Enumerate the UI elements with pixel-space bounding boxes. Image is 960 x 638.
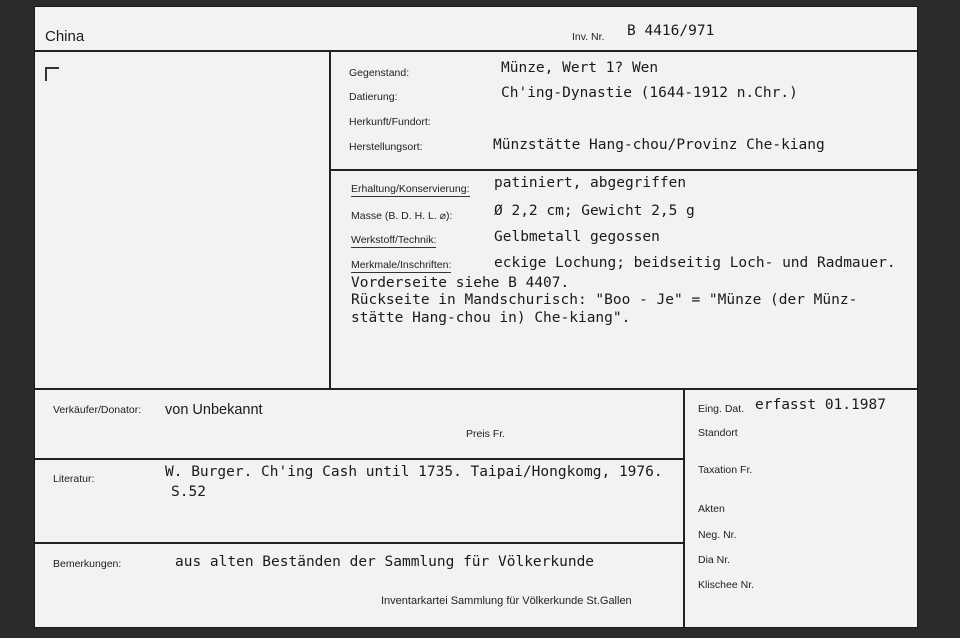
literatur-line-2: S.52 [171,484,206,500]
eing-dat-value: erfasst 01.1987 [755,397,886,413]
werkstoff-label: Werkstoff/Technik: [351,234,437,246]
gegenstand-label: Gegenstand: [349,67,410,79]
verkaeufer-label: Verkäufer/Donator: [53,404,142,416]
divider-main [35,388,917,390]
erhaltung-value: patiniert, abgegriffen [494,175,687,191]
footer-text: Inventarkartei Sammlung für Völkerkunde St.Gallen [381,595,632,607]
merkmale-label: Merkmale/Inschriften: [351,259,452,271]
divider-literatur [35,542,683,544]
merkmale-line-4: stätte Hang-chou in) Che-kiang". [351,310,631,326]
bemerkungen-value: aus alten Beständen der Sammlung für Völkerkunde [175,554,595,570]
literatur-label: Literatur: [53,473,95,485]
neg-nr-label: Neg. Nr. [698,529,737,541]
datierung-value: Ch'ing-Dynastie (1644-1912 n.Chr.) [501,85,798,101]
inv-nr-label: Inv. Nr. [572,31,605,43]
preis-label: Preis Fr. [466,428,506,440]
eing-dat-label: Eing. Dat. [698,403,745,415]
merkmale-line-1: eckige Lochung; beidseitig Loch- und Radmauer. [494,255,896,271]
merkmale-line-2: Vorderseite siehe B 4407. [351,275,570,291]
inv-nr-value: B 4416/971 [627,23,715,39]
divider-image-vertical [329,50,331,390]
werkstoff-value: Gelbmetall gegossen [494,229,660,245]
masse-value: Ø 2,2 cm; Gewicht 2,5 g [494,203,695,219]
erhaltung-label: Erhaltung/Konservierung: [351,183,470,195]
verkaeufer-value: von Unbekannt [165,402,263,418]
divider-side-vertical [683,388,685,628]
herstellungsort-label: Herstellungsort: [349,141,423,153]
klischee-nr-label: Klischee Nr. [698,579,755,591]
dia-nr-label: Dia Nr. [698,554,731,566]
bemerkungen-label: Bemerkungen: [53,558,122,570]
herstellungsort-value: Münzstätte Hang-chou/Provinz Che-kiang [493,137,825,153]
image-area-corner-mark [45,67,59,81]
standort-label: Standort [698,427,738,439]
herkunft-label: Herkunft/Fundort: [349,116,431,128]
merkmale-line-3: Rückseite in Mandschurisch: "Boo - Je" = "Münze (der Münz- [351,292,858,308]
divider-preis [35,458,683,460]
taxation-label: Taxation Fr. [698,464,753,476]
literatur-line-1: W. Burger. Ch'ing Cash until 1735. Taipai/Hongkomg, 1976. [165,464,663,480]
divider-object [329,169,917,171]
masse-label: Masse (B. D. H. L. ⌀): [351,210,453,222]
inventory-card [34,6,918,628]
akten-label: Akten [698,503,725,515]
divider-header [35,50,917,52]
datierung-label: Datierung: [349,91,398,103]
gegenstand-value: Münze, Wert 1? Wen [501,60,659,76]
region-label: China [45,28,85,45]
